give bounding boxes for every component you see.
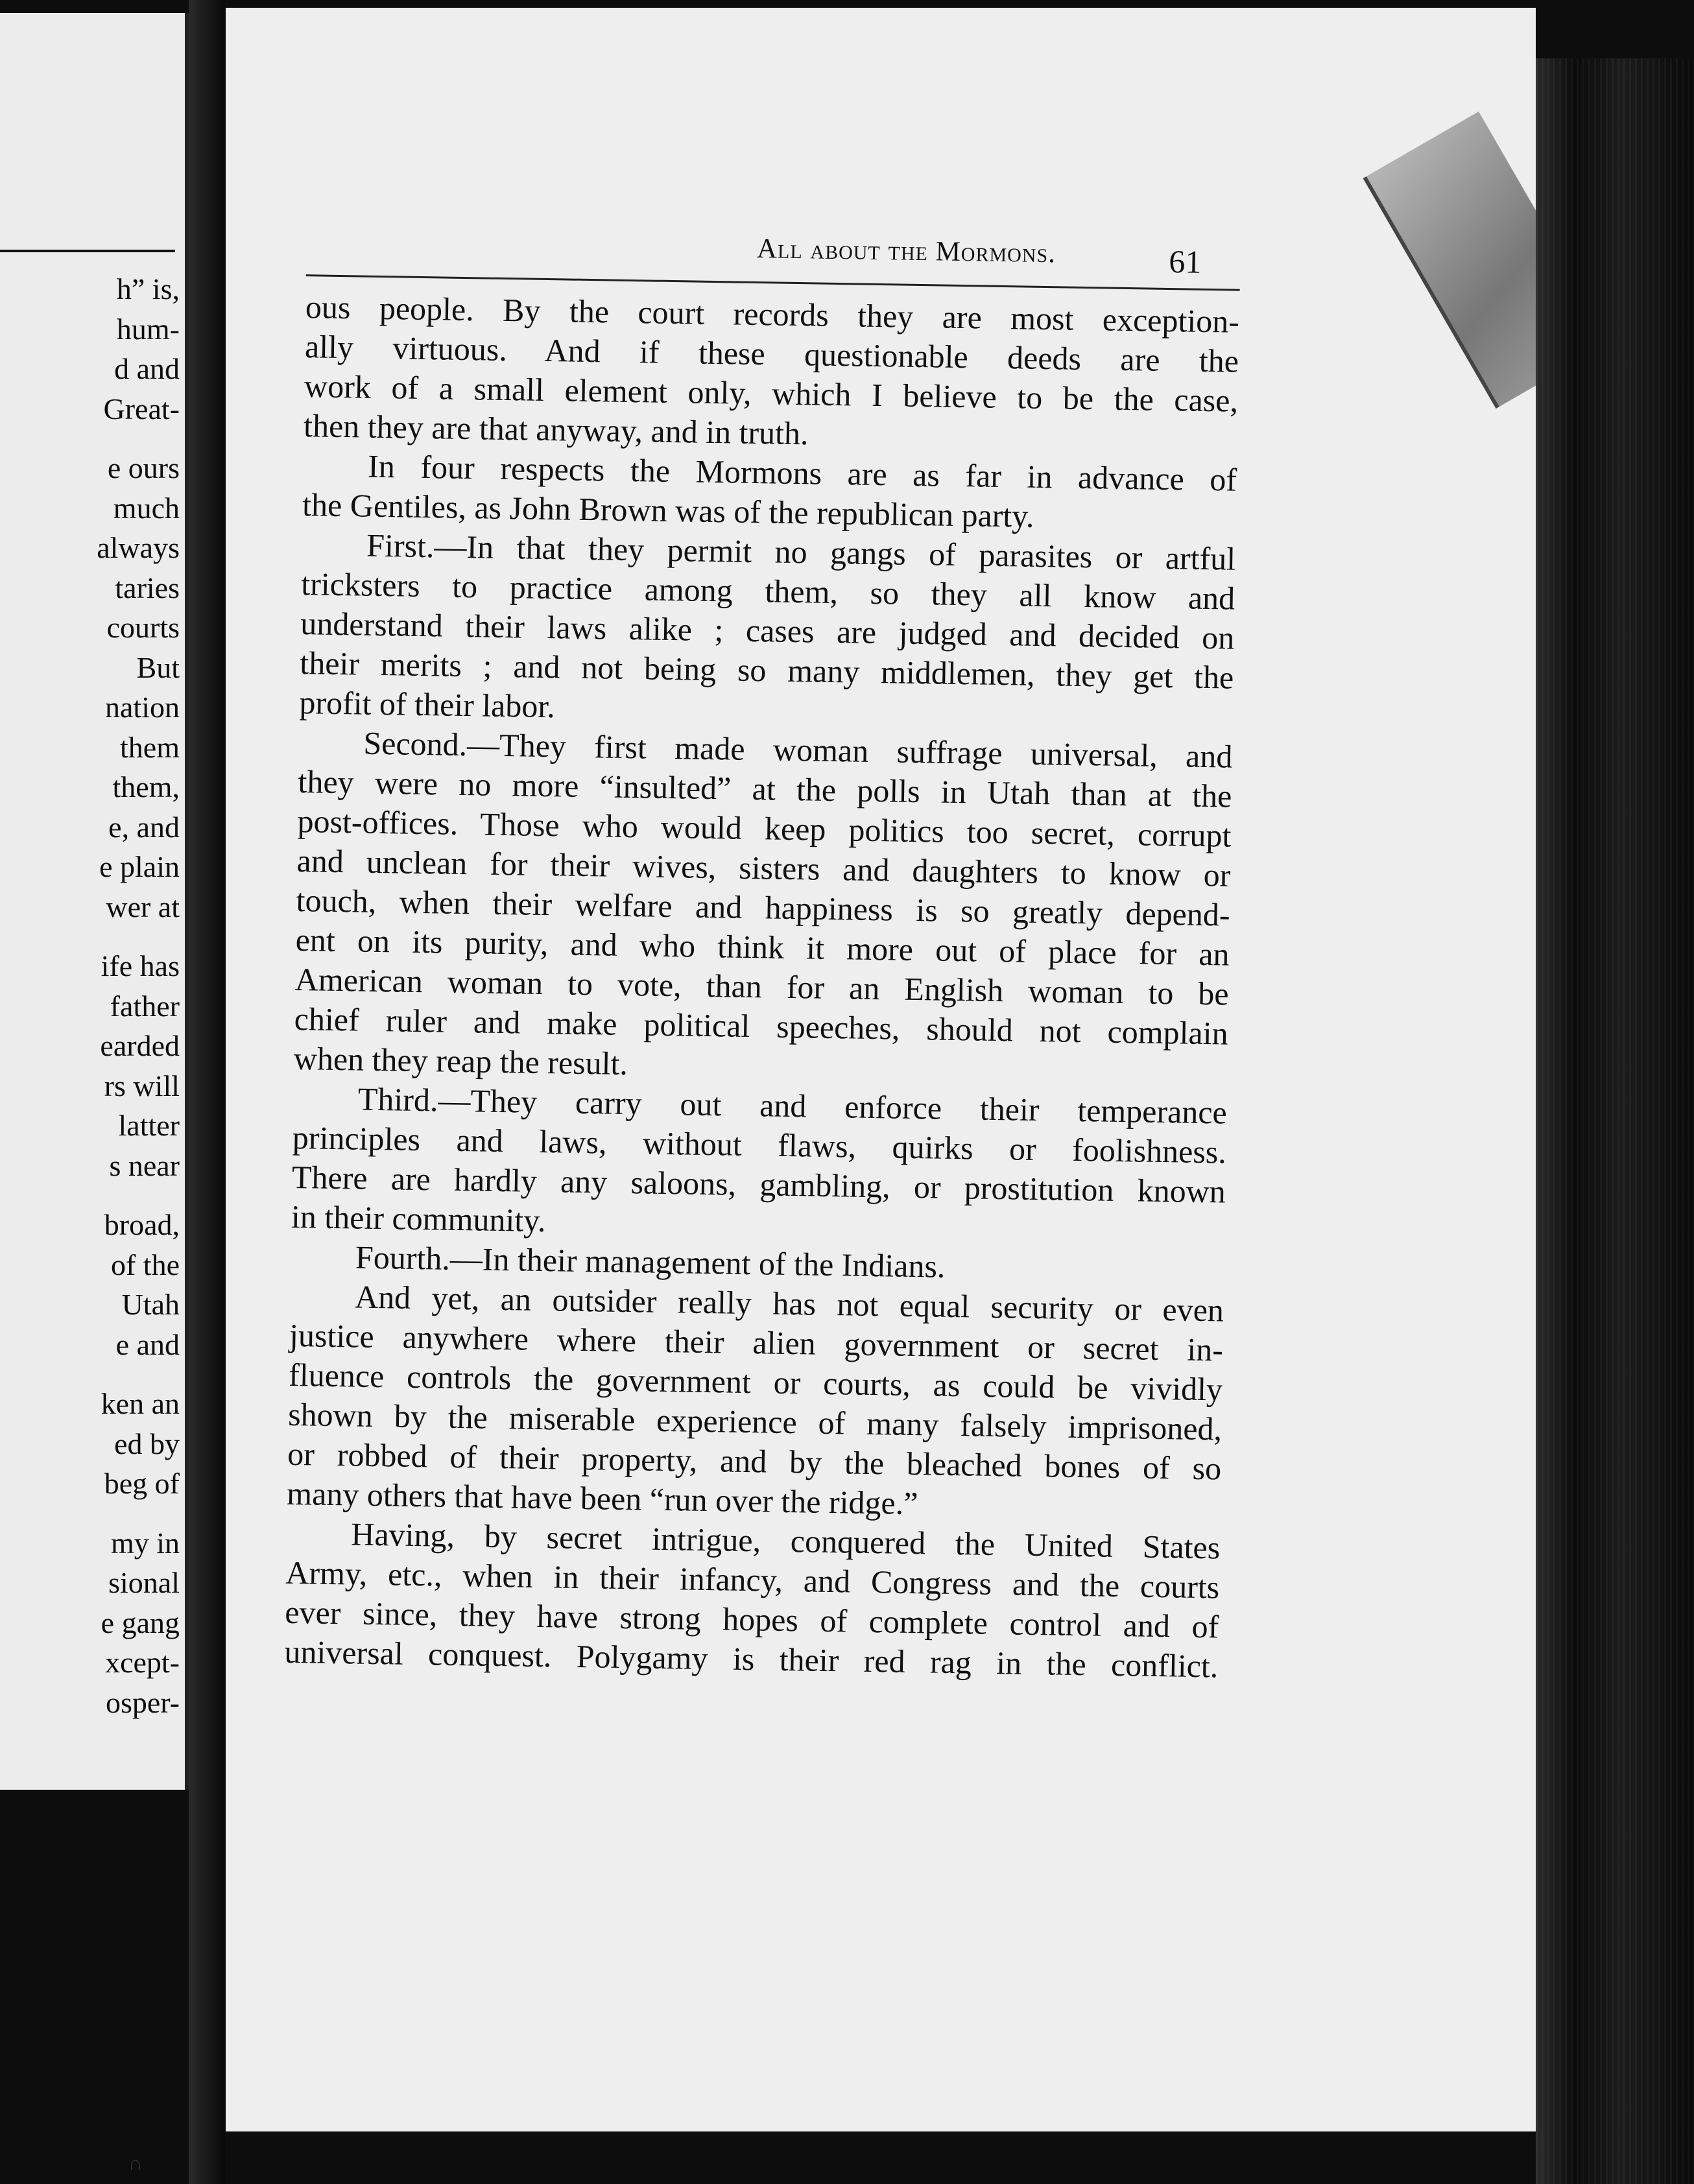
left-page-line: s near [109, 1148, 180, 1182]
text-line: Army, etc., when in their infancy, and Congress and the courts [285, 1554, 1220, 1606]
text-line: ally virtuous. And if these questionable deeds are the [304, 328, 1239, 379]
text-line: American woman to vote, than for an English woman to be [294, 960, 1230, 1012]
left-page-line: ife has [101, 949, 180, 982]
text-line: Second.—They first made woman suffrage universal, and [363, 724, 1233, 775]
text-line: then they are that anyway, and in truth. [303, 407, 809, 452]
text-line: First.—In that they permit no gangs of parasites or artful [366, 527, 1236, 577]
left-page-line: But [136, 650, 180, 684]
text-line: tricksters to practice among them, so they all know and [300, 565, 1235, 617]
left-page-line [0, 1185, 180, 1205]
left-page-line: h” is, [116, 272, 180, 305]
text-line: ent on its purity, and who think it more out of place for an [295, 921, 1230, 973]
book-cover-edge-texture [1536, 58, 1694, 2184]
running-head-word-1: All [756, 233, 804, 265]
left-page-line: osper- [105, 1685, 180, 1719]
text-line: Having, by secret intrigue, conquered the United States [350, 1515, 1221, 1566]
left-page-line: always [97, 531, 180, 564]
left-page-line: taries [115, 571, 180, 604]
left-page-line: xcept- [105, 1646, 180, 1679]
left-page-line: father [110, 989, 180, 1023]
text-line: There are hardly any saloons, gambling, or prostitution known [291, 1158, 1226, 1210]
text-line: justice anywhere where their alien government or secret in- [289, 1316, 1224, 1368]
left-page-line [0, 927, 180, 946]
left-page-line: earded [100, 1029, 180, 1062]
left-page-text [0, 269, 180, 1722]
left-page-line: of the [110, 1248, 180, 1281]
left-page-line: e gang [101, 1606, 180, 1639]
text-line: they were no more “insulted” at the polls in Utah than at the [298, 763, 1232, 814]
text-line: chief ruler and make political speeches, should not complain [294, 1000, 1229, 1052]
left-page-line: e ours [107, 451, 180, 484]
text-line: ever since, they have strong hopes of complete control and of [285, 1593, 1219, 1645]
left-page-line: my in [110, 1526, 180, 1560]
running-head-word-2: about the [810, 234, 929, 267]
left-facing-page [0, 13, 189, 1790]
left-page-line: Great- [103, 392, 180, 425]
text-line: shown by the miserable experience of many falsely imprisoned, [287, 1395, 1223, 1447]
text-line: post-offices. Those who would keep politics too secret, corrupt [297, 803, 1232, 854]
text-line: In four respects the Mormons are as far in advance of [367, 447, 1237, 498]
text-line: the Gentiles, as John Brown was of the republican party. [302, 486, 1035, 534]
left-page-line: beg of [104, 1467, 180, 1500]
left-page-line: e plain [99, 850, 180, 883]
left-page-rule [0, 250, 175, 252]
left-page-line: rs will [104, 1069, 180, 1102]
left-page-line: them, [112, 770, 180, 803]
text-line: or robbed of their property, and by the bleached bones of so [287, 1435, 1222, 1487]
left-page-line [0, 429, 180, 448]
running-head [582, 230, 1231, 272]
page-number: 61 [1168, 243, 1202, 280]
left-page-line [0, 1504, 180, 1523]
text-line: in their community. [291, 1198, 546, 1239]
left-page-line: Utah [121, 1288, 180, 1321]
page-content [226, 8, 1536, 2131]
left-page-line: ken an [101, 1387, 180, 1420]
text-line: understand their laws alike ; cases are judged and decided on [300, 605, 1235, 656]
left-page-line: latter [118, 1109, 180, 1142]
left-page-line: d and [114, 352, 180, 385]
left-page-line [0, 1364, 180, 1384]
left-page-line: them [120, 730, 180, 764]
body-text [284, 287, 1239, 1686]
text-line: fluence controls the government or courts, as could be vividly [288, 1356, 1223, 1408]
running-head-word-3: Mormons. [935, 236, 1056, 269]
left-page-line: nation [105, 691, 180, 724]
text-line: Third.—They carry out and enforce their temperance [357, 1080, 1228, 1131]
text-line: principles and laws, without flaws, quirks or foolishness. [292, 1119, 1227, 1170]
text-line: And yet, an outsider really has not equal security or even [354, 1278, 1224, 1329]
left-page-line: e and [115, 1327, 180, 1361]
text-line: profit of their labor. [299, 684, 556, 725]
text-line: many others that have been “run over the ridge.” [286, 1475, 918, 1522]
text-line: and unclean for their wives, sisters and daughters to know or [296, 842, 1231, 894]
left-page-line: hum- [116, 312, 180, 346]
left-page-line: e, and [108, 810, 180, 844]
text-line: universal conquest. Polygamy is their red rag in the conflict. [284, 1633, 1219, 1685]
text-line: when they reap the result. [293, 1039, 628, 1082]
text-line: their merits ; and not being so many middlemen, they get the [300, 645, 1234, 696]
left-page-line: ed by [114, 1427, 180, 1460]
left-page-line: sional [108, 1566, 180, 1599]
header-rule [306, 274, 1240, 291]
footer-mark: ∩ [128, 2153, 143, 2174]
left-page-line: wer at [106, 890, 180, 923]
left-page-line: broad, [104, 1208, 180, 1241]
left-page-line: much [113, 491, 180, 525]
book-gutter [189, 0, 225, 2184]
text-line: work of a small element only, which I believe to be the case, [304, 368, 1239, 419]
left-page-line: courts [106, 611, 180, 644]
right-page [226, 8, 1536, 2131]
text-line: Fourth.—In their management of the Indians. [355, 1239, 946, 1285]
text-line: ous people. By the court records they are most exception- [305, 289, 1240, 340]
text-line: touch, when their welfare and happiness is so greatly depend- [296, 882, 1230, 933]
